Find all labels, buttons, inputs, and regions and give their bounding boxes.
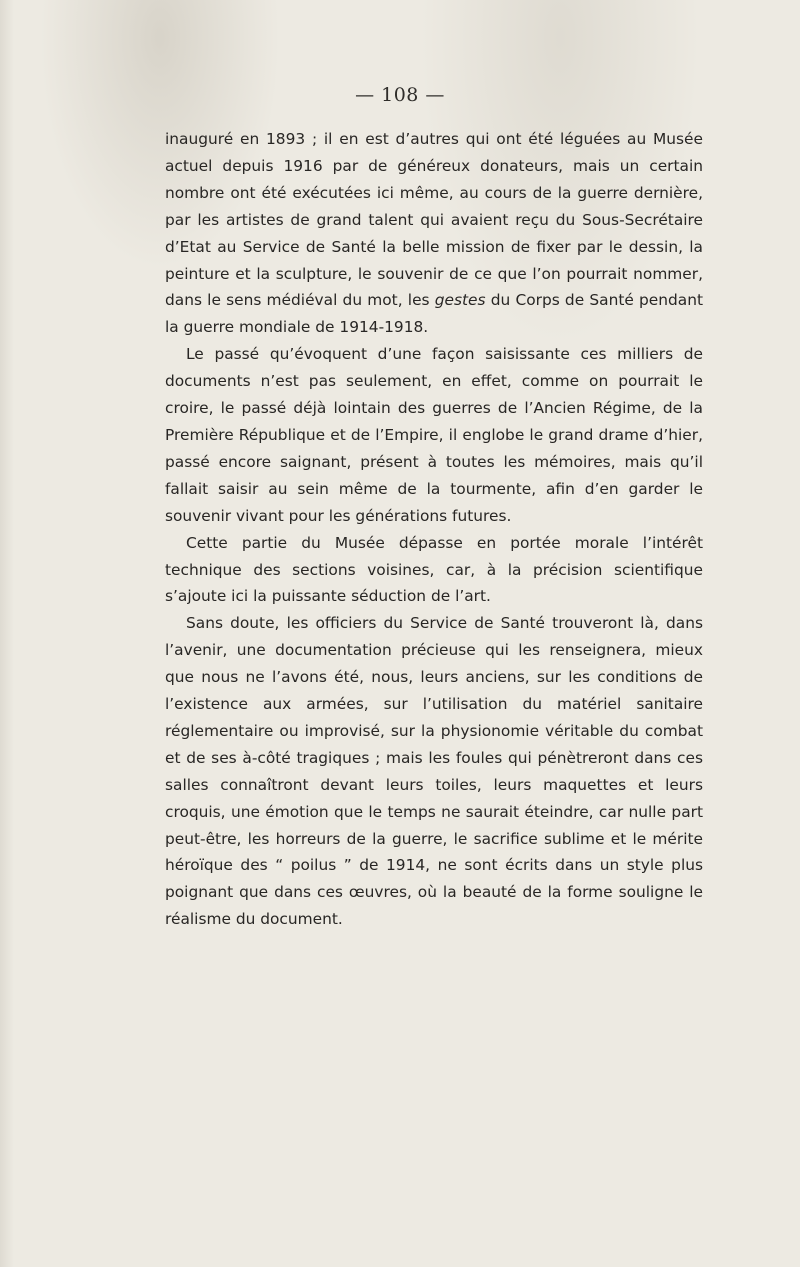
page-number: — 108 —	[355, 84, 445, 106]
paragraph-2: Le passé qu’évoquent d’une façon saisissante ces milliers de documents n’est pas seulement, en effet, comme on pourrait le croire, le passé déjà lointain des guerres de l’Ancien Régime, de la Première République et de l’Empire, il englobe le grand drame d’hier, passé encore saignant, présent à toutes les mémoires, mais qu’il fallait saisir au sein même de la tourmente, afin d’en garder le souvenir vivant pour les générations futures.	[165, 345, 703, 525]
paragraph-1	[165, 126, 703, 341]
paragraph-3: Cette partie du Musée dépasse en portée morale l’intérêt technique des sections voisines, car, à la précision scientifique s’ajoute ici la puissante séduction de l’art.	[165, 533, 703, 606]
paragraph-4: Sans doute, les officiers du Service de Santé trouveront là, dans l’avenir, une documentation précieuse qui les renseignera, mieux que nous ne l’avons été, nous, leurs anciens, sur les conditions de l’existence aux armées, sur l’utilisation du matériel sanitaire réglementaire ou improvisé, sur la physionomie véritable du combat et de ses à-côté tragiques ; mais les foules qui pénètreront dans ces salles connaîtront devant leurs toiles, leurs maquettes et leurs croquis, une émotion que le temps ne saurait éteindre, car nulle part peut-être, les horreurs de la guerre, le sacrifice sublime et le mérite héroïque des “ poilus ” de 1914, ne sont écrits dans un style plus poignant que dans ces œuvres, où la beauté de la forme souligne le réalisme du document.	[165, 614, 703, 929]
body-text	[165, 126, 703, 933]
paragraph-1-text-end: du Corps de Santé pendant la guerre mondiale de 1914-1918.	[165, 291, 703, 337]
emphasized-word-gestes: gestes	[434, 291, 486, 310]
paragraph-1-text: inauguré en 1893 ; il en est d’autres qui ont été léguées au Musée actuel depuis 1916 par de généreux donateurs, mais un certain nombre ont été exécutées ici même, au cours de la guerre dernière, par les artistes de grand talent qui avaient reçu du Sous-Secrétaire d’Etat au Service de Santé la belle mission de fixer par le dessin, la peinture et la sculpture, le souvenir de ce que l’on pourrait nommer, dans le sens médiéval du mot, les	[165, 130, 703, 310]
